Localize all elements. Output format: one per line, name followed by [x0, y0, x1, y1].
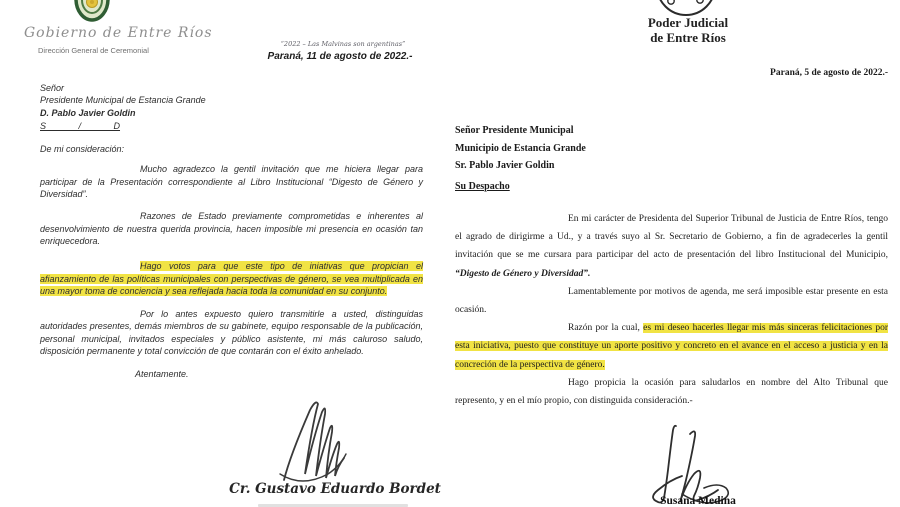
left-org-subtitle: Dirección General de Ceremonial [38, 46, 149, 55]
left-recipient-line: Señor [40, 83, 65, 93]
right-org-line2: de Entre Ríos [650, 29, 726, 45]
right-letter-body [455, 210, 888, 410]
right-date: Paraná, 5 de agosto de 2022.- [770, 68, 888, 78]
left-handwritten-signature [272, 396, 356, 486]
left-paragraph: Razones de Estado previamente comprometidas e inherentes al desenvolvimiento de nuestra querida provincia, hacen imposible mi presencia en ocasión tan enriquecedora. [40, 211, 423, 246]
left-letter-body [40, 82, 423, 381]
left-paragraph: Por lo antes expuesto quiero transmitirle a usted, distinguidas autoridades presentes, demás miembros de su gabinete, equipo responsable de la publicación, personal municipal, invitados especiales y público asistente, mi más caluroso saludo, disposición permanente y total convicción de que contarán con el éxito anhelado. [40, 309, 423, 357]
left-paragraph-highlighted [40, 260, 423, 297]
right-paragraph: Hago propicia la ocasión para saludarlos en nombre del Alto Tribunal que represento, y en el mío propio, con distinguida consideración.- [455, 377, 888, 407]
right-recipient-line: Municipio de Estancia Grande [455, 142, 586, 154]
right-paragraph: Lamentablemente por motivos de agenda, me será imposible estar presente en esta ocasión. [455, 286, 888, 316]
left-paragraph: Mucho agradezco la gentil invitación que me hiciera llegar para participar de la Presentación correspondiente al Libro Institucional “Digesto de Género y Diversidad”. [40, 164, 423, 200]
left-org-name: Gobierno de Entre Ríos [24, 25, 213, 41]
highlighted-text: Hago votos para que este tipo de iniativas que propician el afianzamiento de las políticas municipales con perspectivas de género, se vea multiplicada en una mayor toma de conciencia y sea reflejada hacia toda la comunidad en su conjunto. [40, 261, 423, 296]
left-salutation: De mi consideración: [40, 144, 125, 155]
right-su-despacho: Su Despacho [455, 180, 510, 192]
left-motto: “2022 – Las Malvinas son argentinas” [280, 40, 406, 48]
right-recipient-name: Sr. Pablo Javier Goldin [455, 160, 555, 171]
entre-rios-coat-of-arms-icon [72, 0, 112, 24]
left-recipient-name: D. Pablo Javier Goldin [40, 107, 136, 118]
right-org-line1: Poder Judicial [647, 15, 729, 30]
left-recipient-line: Presidente Municipal de Estancia Grande [40, 95, 206, 106]
right-paragraph [455, 210, 888, 283]
left-closing: Atentamente. [135, 369, 189, 380]
paragraph-text: Razón por la cual, [568, 323, 644, 334]
left-date: Paraná, 11 de agosto de 2022.- [267, 51, 413, 62]
paragraph-text: En mi carácter de Presidenta del Superior Tribunal de Justicia de Entre Ríos, tengo el agrado de dirigirme a Ud., y a través suyo al Sr. Secretario de Gobierno, a fin de agradecerles la gentil invitación que se me cursara para participar del acto de presentación del libro Institucional del Municipio, [455, 214, 888, 261]
highlighted-text: es mi deseo hacerles llegar mis más sinceras felicitaciones por esta iniciativa, puesto que constituye un aporte positivo y concreto en el avance en el acceso a justicia y en la concreción de la perspectiva de género. [455, 323, 888, 370]
right-paragraph-highlighted [455, 319, 888, 374]
right-org-name [630, 16, 746, 45]
left-signer-name: Cr. Gustavo Eduardo Bordet [229, 481, 441, 497]
left-s-d-line: S / D [40, 120, 121, 131]
right-recipient-line: Señor Presidente Municipal [455, 125, 574, 136]
right-recipient-block [455, 122, 755, 195]
right-signer-name: Susana Medina [660, 495, 736, 507]
book-title: “Digesto de Género y Diversidad”. [455, 268, 591, 279]
